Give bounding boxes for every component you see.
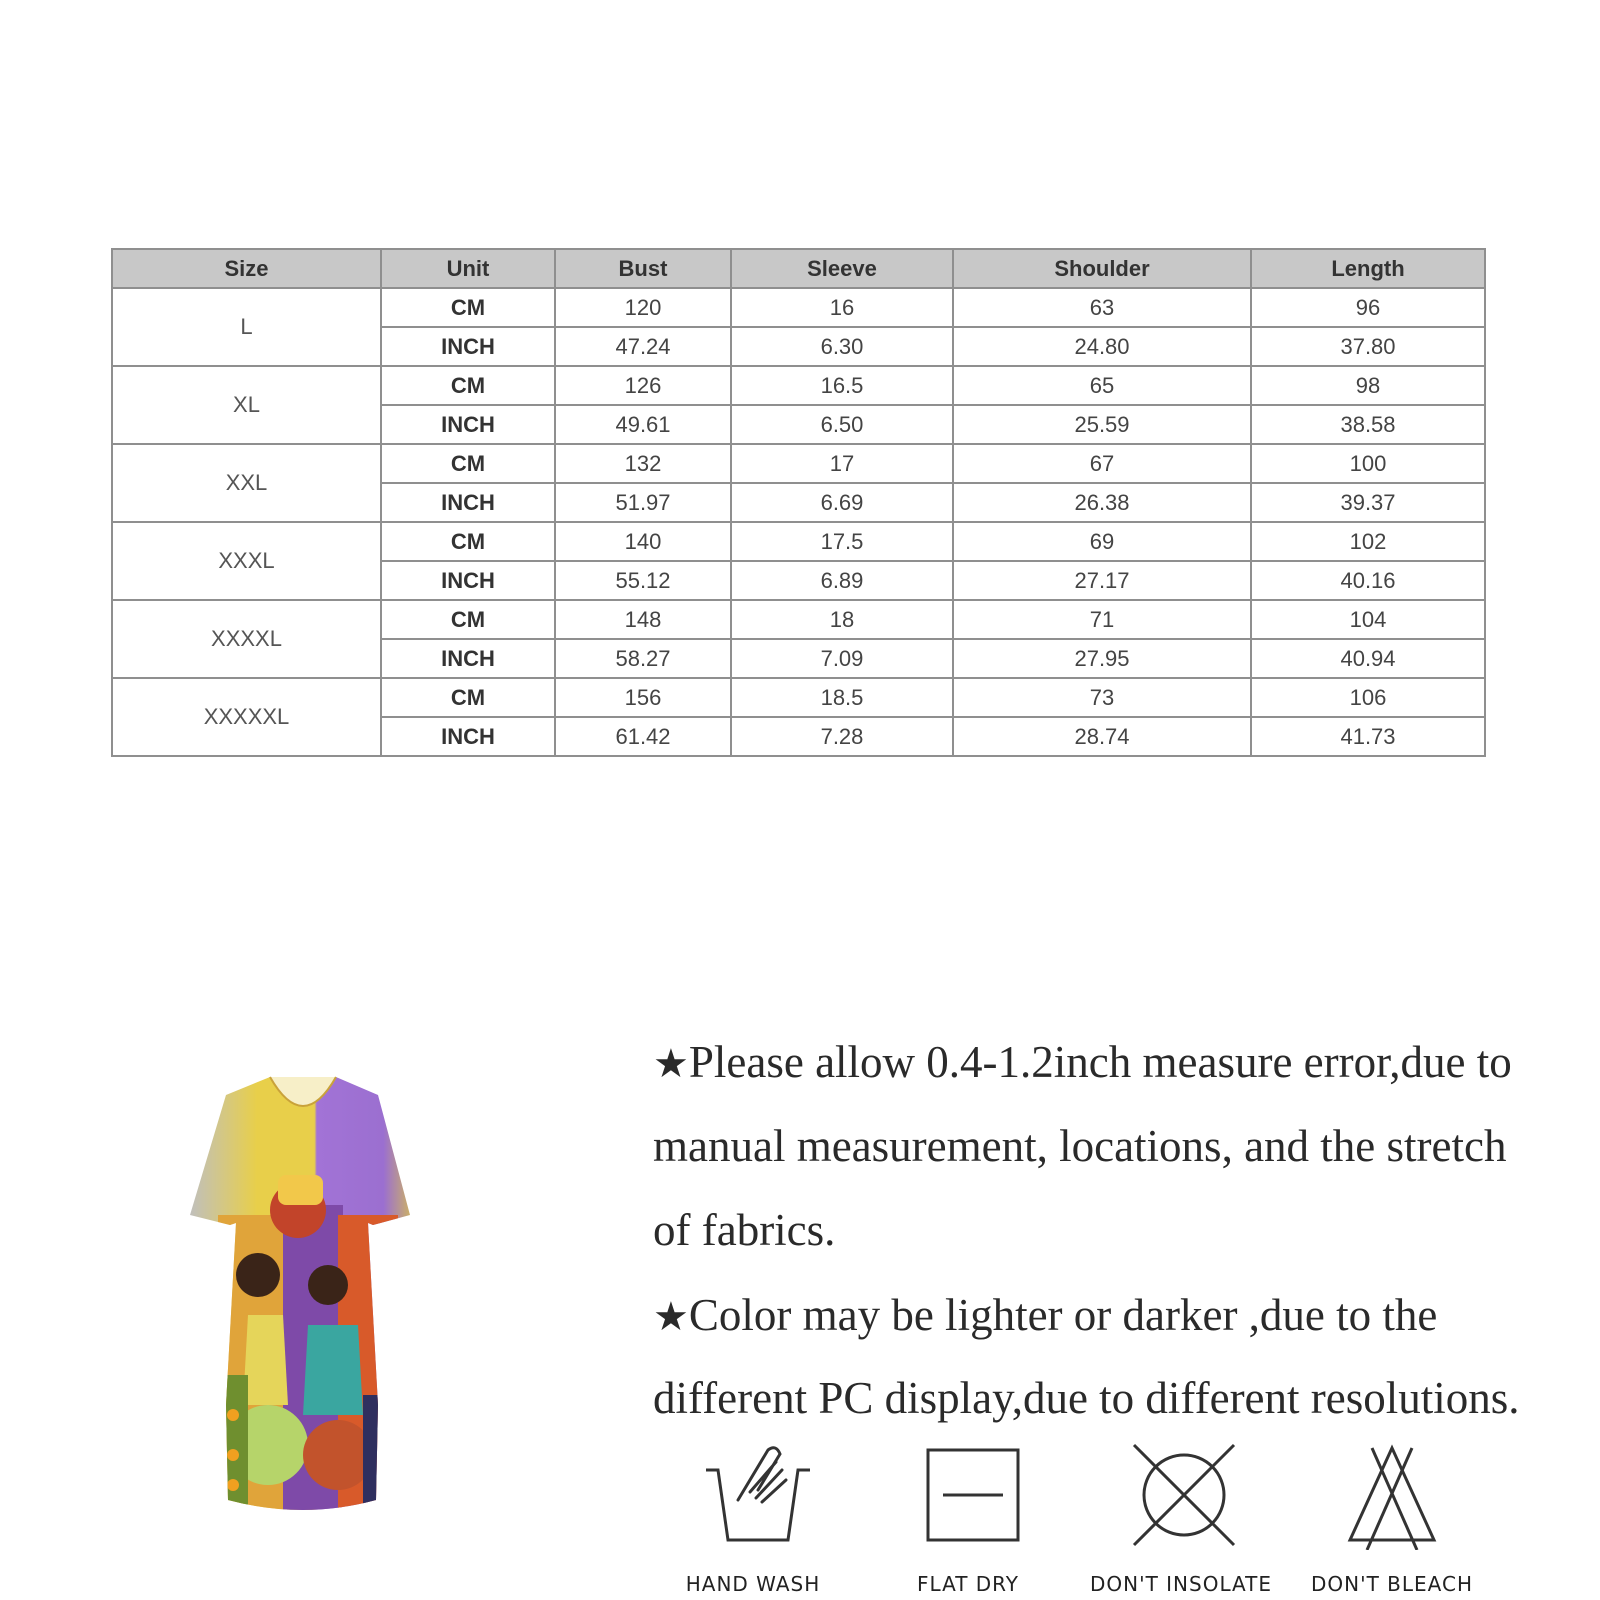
- measure-cell: 24.80: [953, 327, 1251, 366]
- unit-cell: INCH: [381, 639, 555, 678]
- measure-cell: 106: [1251, 678, 1485, 717]
- dont-insolate-label: DON'T INSOLATE: [1089, 1572, 1273, 1596]
- measure-cell: 40.94: [1251, 639, 1485, 678]
- measure-cell: 148: [555, 600, 731, 639]
- unit-cell: INCH: [381, 483, 555, 522]
- measure-cell: 6.30: [731, 327, 953, 366]
- note-line-4: [653, 1289, 1593, 1341]
- measure-cell: 18.5: [731, 678, 953, 717]
- measure-cell: 47.24: [555, 327, 731, 366]
- note-text-1: Please allow 0.4-1.2inch measure error,due to: [688, 1037, 1512, 1087]
- measure-cell: 49.61: [555, 405, 731, 444]
- measure-cell: 140: [555, 522, 731, 561]
- dress-product-image: [188, 1075, 418, 1515]
- header-length: Length: [1251, 249, 1485, 288]
- measure-cell: 17.5: [731, 522, 953, 561]
- measure-cell: 39.37: [1251, 483, 1485, 522]
- table-body: [112, 288, 1485, 756]
- measure-cell: 65: [953, 366, 1251, 405]
- measure-cell: 27.17: [953, 561, 1251, 600]
- table-row: [112, 444, 1485, 483]
- measure-cell: 38.58: [1251, 405, 1485, 444]
- care-flat-dry: [878, 1440, 1068, 1550]
- unit-cell: INCH: [381, 327, 555, 366]
- size-chart-table: [111, 248, 1486, 757]
- star-icon: ★: [653, 1294, 689, 1340]
- measure-cell: 17: [731, 444, 953, 483]
- measure-cell: 6.69: [731, 483, 953, 522]
- measure-cell: 156: [555, 678, 731, 717]
- measure-cell: 18: [731, 600, 953, 639]
- measure-cell: 51.97: [555, 483, 731, 522]
- table-row: [112, 522, 1485, 561]
- measure-cell: 73: [953, 678, 1251, 717]
- measure-cell: 126: [555, 366, 731, 405]
- measure-cell: 63: [953, 288, 1251, 327]
- measure-cell: 58.27: [555, 639, 731, 678]
- measure-cell: 104: [1251, 600, 1485, 639]
- care-hand-wash: [663, 1440, 853, 1550]
- hand-wash-icon: [698, 1440, 818, 1550]
- measure-cell: 71: [953, 600, 1251, 639]
- table-row: [112, 366, 1485, 405]
- unit-cell: CM: [381, 678, 555, 717]
- measure-cell: 61.42: [555, 717, 731, 756]
- unit-cell: CM: [381, 522, 555, 561]
- measure-cell: 41.73: [1251, 717, 1485, 756]
- measure-cell: 26.38: [953, 483, 1251, 522]
- unit-cell: CM: [381, 366, 555, 405]
- size-cell: XXXXXL: [112, 678, 381, 756]
- header-shoulder: Shoulder: [953, 249, 1251, 288]
- unit-cell: INCH: [381, 405, 555, 444]
- star-icon: ★: [653, 1041, 689, 1087]
- header-sleeve: Sleeve: [731, 249, 953, 288]
- measure-cell: 98: [1251, 366, 1485, 405]
- note-line-2: manual measurement, locations, and the stretch: [653, 1121, 1507, 1171]
- note-text-4: Color may be lighter or darker ,due to the: [688, 1290, 1438, 1340]
- measure-cell: 6.89: [731, 561, 953, 600]
- note-line-5: different PC display,due to different resolutions.: [653, 1373, 1520, 1423]
- header-size: Size: [112, 249, 381, 288]
- table-header-row: [112, 249, 1485, 288]
- unit-cell: INCH: [381, 561, 555, 600]
- measure-cell: 120: [555, 288, 731, 327]
- measure-cell: 6.50: [731, 405, 953, 444]
- note-line-3: of fabrics.: [653, 1205, 836, 1255]
- measure-cell: 102: [1251, 522, 1485, 561]
- table-row: [112, 600, 1485, 639]
- table-row: [112, 678, 1485, 717]
- measure-cell: 27.95: [953, 639, 1251, 678]
- measure-cell: 7.09: [731, 639, 953, 678]
- dont-bleach-icon: [1332, 1440, 1452, 1550]
- measure-cell: 37.80: [1251, 327, 1485, 366]
- unit-cell: INCH: [381, 717, 555, 756]
- measure-cell: 67: [953, 444, 1251, 483]
- measure-cell: 40.16: [1251, 561, 1485, 600]
- header-unit: Unit: [381, 249, 555, 288]
- measure-cell: 55.12: [555, 561, 731, 600]
- note-line-1: [653, 1036, 1593, 1088]
- measure-cell: 16.5: [731, 366, 953, 405]
- size-cell: XXXXL: [112, 600, 381, 678]
- measure-cell: 100: [1251, 444, 1485, 483]
- size-cell: XL: [112, 366, 381, 444]
- dont-insolate-icon: [1124, 1440, 1244, 1550]
- size-cell: L: [112, 288, 381, 366]
- measure-cell: 28.74: [953, 717, 1251, 756]
- table-row: [112, 288, 1485, 327]
- measure-cell: 7.28: [731, 717, 953, 756]
- flat-dry-icon: [913, 1440, 1033, 1550]
- measure-cell: 96: [1251, 288, 1485, 327]
- size-cell: XXXL: [112, 522, 381, 600]
- hand-wash-label: HAND WASH: [685, 1572, 821, 1596]
- measure-cell: 25.59: [953, 405, 1251, 444]
- unit-cell: CM: [381, 444, 555, 483]
- measure-cell: 132: [555, 444, 731, 483]
- header-bust: Bust: [555, 249, 731, 288]
- unit-cell: CM: [381, 288, 555, 327]
- flat-dry-label: FLAT DRY: [916, 1572, 1020, 1596]
- measure-cell: 69: [953, 522, 1251, 561]
- care-dont-insolate: [1089, 1440, 1279, 1550]
- unit-cell: CM: [381, 600, 555, 639]
- measure-cell: 16: [731, 288, 953, 327]
- care-dont-bleach: [1297, 1440, 1487, 1550]
- size-cell: XXL: [112, 444, 381, 522]
- dont-bleach-label: DON'T BLEACH: [1310, 1572, 1473, 1596]
